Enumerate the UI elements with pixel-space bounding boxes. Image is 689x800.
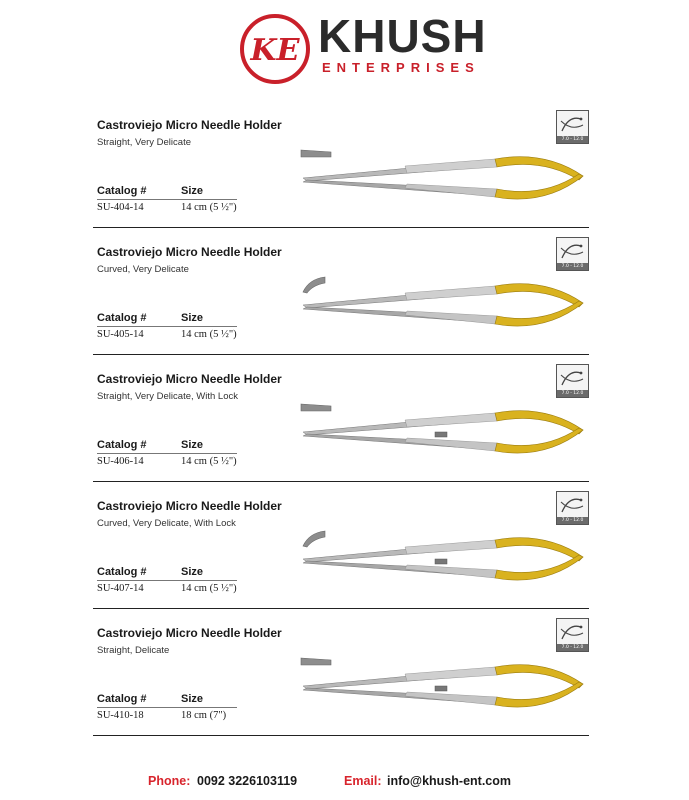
catalog-header: Catalog # <box>97 185 147 197</box>
section-divider <box>93 735 589 736</box>
product-size: 14 cm (5 ½") <box>181 583 237 594</box>
product-item <box>0 364 689 491</box>
phone-label: Phone: <box>148 774 191 788</box>
product-title: Castroviejo Micro Needle Holder <box>97 626 282 640</box>
product-title: Castroviejo Micro Needle Holder <box>97 499 282 513</box>
product-title: Castroviejo Micro Needle Holder <box>97 245 282 259</box>
catalog-number: SU-404-14 <box>97 202 144 213</box>
product-size: 14 cm (5 ½") <box>181 202 237 213</box>
brand-name: KHUSH <box>318 10 487 62</box>
instrument-shaft <box>303 159 500 197</box>
instrument-gold-handle <box>495 157 583 199</box>
product-description: Curved, Very Delicate, With Lock <box>97 518 236 529</box>
page-header <box>0 0 689 100</box>
section-divider <box>93 481 589 482</box>
logo-monogram <box>244 18 306 80</box>
size-header: Size <box>181 185 204 197</box>
needle-holder-image <box>295 648 595 718</box>
needle-suture-icon <box>557 619 588 645</box>
table-rule <box>97 707 237 708</box>
suture-range-label: 7.0 - 12.0 <box>557 263 588 270</box>
catalog-number: SU-405-14 <box>97 329 144 340</box>
needle-holder-image <box>295 140 595 210</box>
section-divider <box>93 354 589 355</box>
catalog-number: SU-410-18 <box>97 710 144 721</box>
size-header: Size <box>181 566 204 578</box>
suture-range-label: 7.0 - 12.0 <box>557 644 588 651</box>
suture-range-badge <box>556 618 589 652</box>
brand-subtitle: ENTERPRISES <box>322 60 480 75</box>
instrument-gold-handle <box>495 411 583 453</box>
contact-footer <box>0 774 689 794</box>
instrument-shaft <box>303 667 500 705</box>
size-header: Size <box>181 693 204 705</box>
needle-holder-image <box>295 394 595 464</box>
table-rule <box>97 580 237 581</box>
size-header: Size <box>181 312 204 324</box>
product-description: Straight, Very Delicate, With Lock <box>97 391 238 402</box>
instrument-gold-handle <box>495 538 583 580</box>
product-title: Castroviejo Micro Needle Holder <box>97 372 282 386</box>
size-header: Size <box>181 439 204 451</box>
catalog-header: Catalog # <box>97 312 147 324</box>
table-rule <box>97 199 237 200</box>
instrument-shaft <box>303 540 500 578</box>
product-size: 18 cm (7") <box>181 710 227 721</box>
needle-holder-image <box>295 521 595 591</box>
suture-range-badge <box>556 364 589 398</box>
instrument-gold-handle <box>495 284 583 326</box>
product-title: Castroviejo Micro Needle Holder <box>97 118 282 132</box>
instrument-shaft <box>303 413 500 451</box>
email-address[interactable]: info@khush-ent.com <box>387 774 511 788</box>
table-rule <box>97 453 237 454</box>
product-description: Straight, Delicate <box>97 645 170 656</box>
suture-range-label: 7.0 - 12.0 <box>557 390 588 397</box>
section-divider <box>93 608 589 609</box>
section-divider <box>93 227 589 228</box>
catalog-header: Catalog # <box>97 439 147 451</box>
phone-number[interactable]: 0092 3226103119 <box>197 774 298 788</box>
catalog-number: SU-406-14 <box>97 456 144 467</box>
catalog-header: Catalog # <box>97 693 147 705</box>
catalog-number: SU-407-14 <box>97 583 144 594</box>
svg-text:KE: KE <box>250 33 300 68</box>
product-description: Straight, Very Delicate <box>97 137 191 148</box>
product-description: Curved, Very Delicate <box>97 264 189 275</box>
needle-suture-icon <box>557 111 588 137</box>
product-size: 14 cm (5 ½") <box>181 329 237 340</box>
table-rule <box>97 326 237 327</box>
needle-suture-icon <box>557 492 588 518</box>
suture-range-badge <box>556 237 589 271</box>
suture-range-badge <box>556 110 589 144</box>
product-item <box>0 491 689 618</box>
brand-logo <box>240 14 310 84</box>
product-item <box>0 110 689 237</box>
needle-suture-icon <box>557 238 588 264</box>
suture-range-label: 7.0 - 12.0 <box>557 136 588 143</box>
product-item <box>0 618 689 745</box>
product-item <box>0 237 689 364</box>
needle-holder-image <box>295 267 595 337</box>
needle-suture-icon <box>557 365 588 391</box>
product-size: 14 cm (5 ½") <box>181 456 237 467</box>
instrument-shaft <box>303 286 500 324</box>
catalog-header: Catalog # <box>97 566 147 578</box>
suture-range-badge <box>556 491 589 525</box>
email-label: Email: <box>344 774 382 788</box>
suture-range-label: 7.0 - 12.0 <box>557 517 588 524</box>
instrument-gold-handle <box>495 665 583 707</box>
